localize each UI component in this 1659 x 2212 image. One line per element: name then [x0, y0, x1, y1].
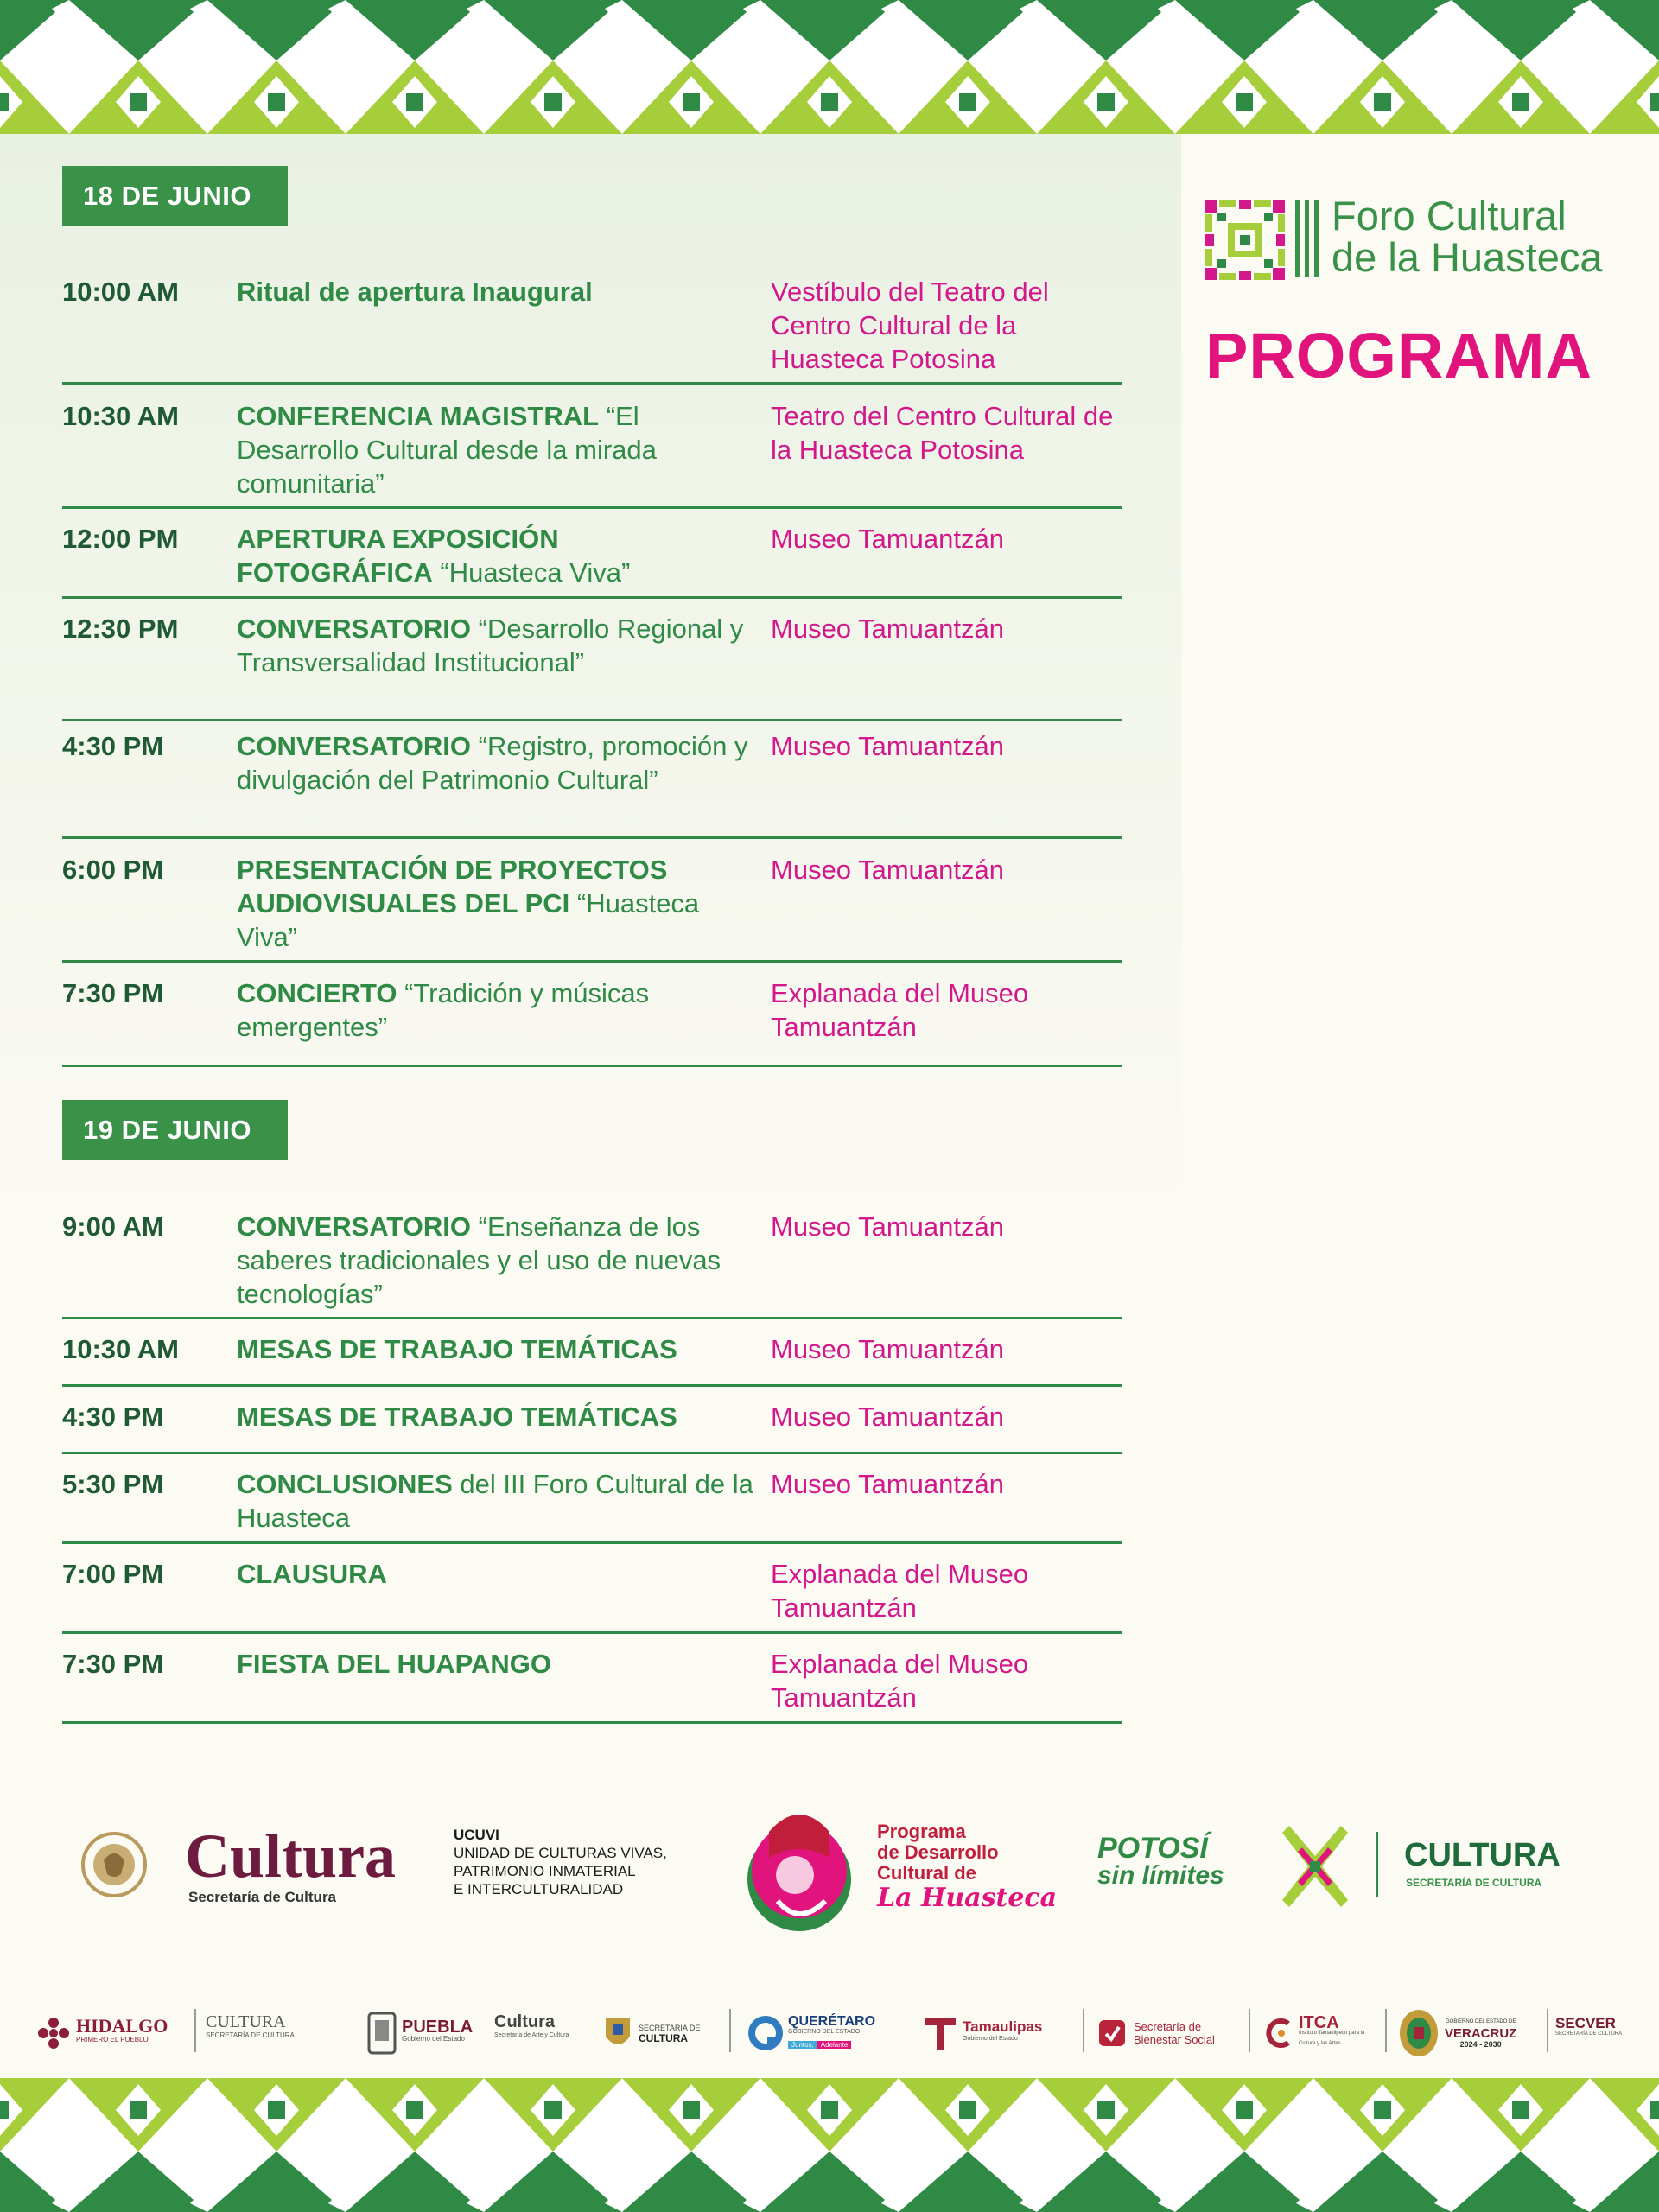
- event-venue: Museo Tamuantzán: [771, 731, 1004, 761]
- schedule-row: [62, 271, 1122, 385]
- zigzag-pattern: [0, 0, 1659, 134]
- huasteca-figure-icon: [743, 1797, 855, 1936]
- puebla-cultura-logo: Cultura Secretaría de Arte y Cultura: [494, 2012, 569, 2038]
- event-title: [237, 399, 755, 500]
- schedule-row: [62, 518, 1122, 599]
- potosi-cultura-subtitle: SECRETARÍA DE CULTURA: [1406, 1877, 1542, 1889]
- event-title-bold: Ritual de apertura Inaugural: [237, 276, 593, 307]
- schedule-row: [62, 1396, 1122, 1454]
- date-badge-day1: 18 DE JUNIO: [62, 166, 288, 226]
- top-decorative-band: [0, 0, 1659, 134]
- programa-desarrollo-logo: Programa de Desarrollo Cultural de La Huasteca: [877, 1821, 1058, 1913]
- tamaulipas-t-icon: [923, 2014, 957, 2052]
- event-venue: Museo Tamuantzán: [771, 524, 1004, 554]
- event-title: [237, 1467, 755, 1535]
- event-time: 5:30 PM: [62, 1469, 164, 1499]
- event-time: 6:00 PM: [62, 855, 164, 885]
- event-time: 7:00 PM: [62, 1559, 164, 1589]
- bottom-decorative-band: [0, 2078, 1659, 2212]
- event-title-bold: FIESTA DEL HUAPANGO: [237, 1649, 551, 1679]
- potosi-logo: POTOSÍ sin límites: [1097, 1832, 1224, 1890]
- event-venue: Museo Tamuantzán: [771, 1469, 1004, 1499]
- event-title-detail: “El Desarrollo Cultural desde la mirada comunitaria”: [237, 401, 657, 499]
- event-title: [237, 1210, 755, 1311]
- event-venue: Explanada del Museo Tamuantzán: [771, 1559, 1029, 1623]
- puebla-shield-icon: [367, 2012, 397, 2055]
- event-time: 7:30 PM: [62, 978, 164, 1008]
- event-title-detail: del III Foro Cultural de la Huasteca: [237, 1469, 753, 1533]
- schedule-row: [62, 973, 1122, 1067]
- tamaulipas-logo: Tamaulipas Gobierno del Estado: [923, 2003, 1070, 2063]
- event-venue: Explanada del Museo Tamuantzán: [771, 978, 1029, 1042]
- bienestar-icon: [1097, 2018, 1127, 2048]
- queretaro-logo: QUERÉTARO GOBIERNO DEL ESTADO Juntos, Adelante: [748, 2003, 895, 2063]
- schedule-row: [62, 1329, 1122, 1387]
- event-time: 12:00 PM: [62, 524, 179, 554]
- potosi-star-icon: [1272, 1813, 1358, 1921]
- event-time: 7:30 PM: [62, 1649, 164, 1679]
- zigzag-pattern: [0, 2078, 1659, 2212]
- event-time: 10:30 AM: [62, 401, 179, 431]
- event-title: [237, 853, 755, 954]
- hidalgo-logo: HIDALGO PRIMERO EL PUEBLO: [36, 2003, 192, 2063]
- schedule-row: [62, 726, 1122, 839]
- event-title-bold: CONCLUSIONES: [237, 1469, 453, 1499]
- event-venue: Museo Tamuantzán: [771, 855, 1004, 885]
- event-time: 12:30 PM: [62, 613, 179, 644]
- event-time: 10:00 AM: [62, 276, 179, 307]
- veracruz-logo: GOBIERNO DEL ESTADO DE VERACRUZ 2024 - 2030: [1398, 2003, 1554, 2063]
- date-badge-day2: 19 DE JUNIO: [62, 1100, 288, 1160]
- schedule-row: [62, 396, 1122, 509]
- schedule-row: [62, 608, 1122, 721]
- cultura-logo: Cultura: [185, 1821, 397, 1891]
- event-title-bold: MESAS DE TRABAJO TEMÁTICAS: [237, 1334, 677, 1364]
- event-title-detail: “Enseñanza de los saberes tradicionales y el uso de nuevas tecnologías”: [237, 1211, 721, 1309]
- event-time: 4:30 PM: [62, 1402, 164, 1432]
- schedule-row: [62, 1464, 1122, 1544]
- schedule-row: [62, 1206, 1122, 1319]
- event-title-detail: “Huasteca Viva”: [237, 888, 700, 952]
- brand-mark-icon: [1205, 200, 1285, 280]
- event-title: [237, 612, 755, 679]
- puebla-logo: PUEBLA Gobierno del Estado: [367, 2003, 488, 2063]
- queretaro-q-icon: [748, 2016, 783, 2050]
- escudo-nacional-icon: [79, 1817, 149, 1912]
- bienestar-logo: Secretaría de Bienestar Social: [1097, 2003, 1244, 2063]
- event-title-bold: MESAS DE TRABAJO TEMÁTICAS: [237, 1402, 677, 1432]
- event-venue: Museo Tamuantzán: [771, 1334, 1004, 1364]
- event-title-detail: “Desarrollo Regional y Transversalidad Institucional”: [237, 613, 744, 677]
- veracruz-shield-icon: [1398, 2008, 1440, 2058]
- event-title-bold: CONVERSATORIO: [237, 613, 471, 644]
- secver-logo: SECVER SECRETARÍA DE CULTURA: [1555, 2015, 1623, 2037]
- event-title-bold: CONVERSATORIO: [237, 1211, 471, 1242]
- brand-title: Foro Cultural de la Huasteca: [1332, 193, 1603, 280]
- event-venue: Vestíbulo del Teatro del Centro Cultural de la Huasteca Potosina: [771, 276, 1049, 374]
- event-title: [237, 976, 755, 1044]
- itca-logo: ITCA Instituto Tamaulipeco para la Cultura y las Artes: [1264, 2003, 1394, 2063]
- event-title: [237, 275, 755, 308]
- potosi-divider: [1376, 1832, 1378, 1897]
- event-title-bold: APERTURA EXPOSICIÓN FOTOGRÁFICA: [237, 524, 559, 588]
- event-venue: Teatro del Centro Cultural de la Huasteca Potosina: [771, 401, 1114, 465]
- event-venue: Museo Tamuantzán: [771, 613, 1004, 644]
- event-title: [237, 1557, 755, 1591]
- event-venue: Explanada del Museo Tamuantzán: [771, 1649, 1029, 1713]
- hidalgo-flower-icon: [36, 2016, 71, 2050]
- queretaro-cultura-logo: SECRETARÍA DE CULTURA: [602, 2003, 719, 2063]
- potosi-cultura-logo: CULTURA: [1404, 1837, 1560, 1873]
- event-title: [237, 1332, 755, 1366]
- event-title: [237, 1647, 755, 1681]
- itca-icon: [1264, 2018, 1294, 2048]
- event-title: [237, 729, 755, 797]
- event-title-bold: PRESENTACIÓN DE PROYECTOS AUDIOVISUALES DEL PCI: [237, 855, 668, 918]
- ucuvi-block: UCUVI UNIDAD DE CULTURAS VIVAS, PATRIMONIO INMATERIAL E INTERCULTURALIDAD: [454, 1827, 667, 1897]
- event-title-detail: “Registro, promoción y divulgación del Patrimonio Cultural”: [237, 731, 748, 795]
- event-title-detail: “Huasteca Viva”: [440, 557, 631, 588]
- event-title: [237, 1400, 755, 1433]
- event-time: 4:30 PM: [62, 731, 164, 761]
- event-title: [237, 522, 755, 589]
- event-title-bold: CONVERSATORIO: [237, 731, 471, 761]
- event-title-bold: CONCIERTO: [237, 978, 397, 1008]
- event-venue: Museo Tamuantzán: [771, 1211, 1004, 1242]
- cultura-subtitle: Secretaría de Cultura: [188, 1889, 337, 1905]
- program-title: PROGRAMA: [1205, 320, 1592, 391]
- schedule-row: [62, 849, 1122, 963]
- event-venue: Museo Tamuantzán: [771, 1402, 1004, 1432]
- brand-logo: [1205, 193, 1637, 280]
- hidalgo-cultura-logo: CULTURA SECRETARÍA DE CULTURA: [206, 2012, 295, 2039]
- event-title-bold: CONFERENCIA MAGISTRAL: [237, 401, 600, 431]
- event-time: 10:30 AM: [62, 1334, 179, 1364]
- event-title-detail: “Tradición y músicas emergentes”: [237, 978, 650, 1042]
- schedule-row: [62, 1643, 1122, 1724]
- brand-bars: [1295, 200, 1321, 276]
- schedule-row: [62, 1554, 1122, 1634]
- event-title-bold: CLAUSURA: [237, 1559, 387, 1589]
- queretaro-shield-icon: [602, 2014, 633, 2052]
- event-time: 9:00 AM: [62, 1211, 164, 1242]
